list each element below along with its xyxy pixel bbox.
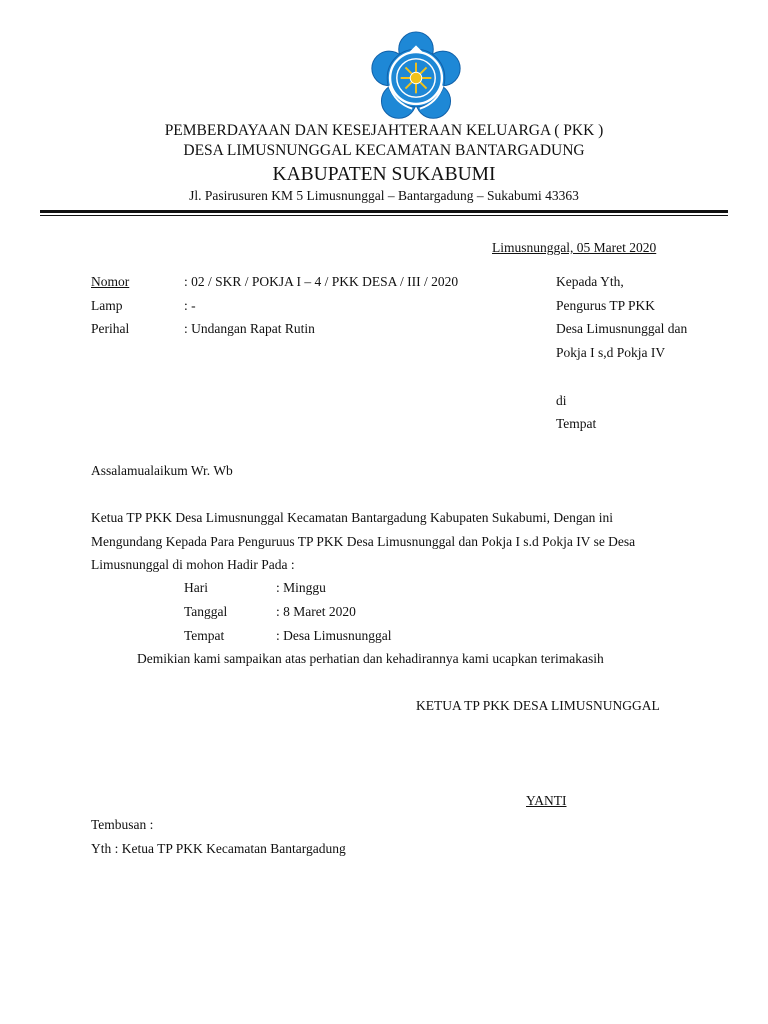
emblem-star-center xyxy=(410,72,422,84)
recipient-line-2: Pengurus TP PKK xyxy=(556,298,656,313)
tempat-label: Tempat xyxy=(184,628,225,643)
letterhead-divider-thick xyxy=(40,210,728,213)
hari-value: : Minggu xyxy=(276,580,326,595)
letterhead-regency: KABUPATEN SUKABUMI xyxy=(272,164,496,185)
tempat-value: : Desa Limusnunggal xyxy=(276,628,392,643)
perihal-value: : Undangan Rapat Rutin xyxy=(184,321,315,336)
cc-line-1: Yth : Ketua TP PKK Kecamatan Bantargadung xyxy=(91,841,346,856)
tanggal-value: : 8 Maret 2020 xyxy=(276,604,356,619)
lamp-value: : - xyxy=(184,298,196,313)
recipient-line-3: Desa Limusnunggal dan xyxy=(556,321,688,336)
letterhead-address: Jl. Pasirusuren KM 5 Limusnunggal – Bantargadung – Sukabumi 43363 xyxy=(189,188,579,203)
signature-name: YANTI xyxy=(526,793,567,808)
tanggal-label: Tanggal xyxy=(184,604,228,619)
greeting: Assalamualaikum Wr. Wb xyxy=(91,463,233,478)
kabupaten-sukabumi-emblem-icon xyxy=(368,30,464,126)
letterhead-village: DESA LIMUSNUNGGAL KECAMATAN BANTARGADUNG xyxy=(183,142,585,159)
body-line-2: Mengundang Kepada Para Penguruus TP PKK Desa Limusnunggal dan Pokja I s.d Pokja IV se Desa xyxy=(91,534,636,549)
nomor-label: Nomor xyxy=(91,274,130,289)
recipient-line-4: Pokja I s,d Pokja IV xyxy=(556,345,666,360)
recipient-line-5: di xyxy=(556,393,567,408)
lamp-label: Lamp xyxy=(91,298,123,313)
signature-title: KETUA TP PKK DESA LIMUSNUNGGAL xyxy=(416,698,660,713)
date-place: Limusnunggal, 05 Maret 2020 xyxy=(492,240,657,255)
letterhead-org-name: PEMBERDAYAAN DAN KESEJAHTERAAN KELUARGA ( PKK ) xyxy=(164,122,604,139)
recipient-line-6: Tempat xyxy=(556,416,597,431)
nomor-value: : 02 / SKR / POKJA I – 4 / PKK DESA / III / 2020 xyxy=(184,274,459,289)
hari-label: Hari xyxy=(184,580,208,595)
body-line-1: Ketua TP PKK Desa Limusnunggal Kecamatan Bantargadung Kabupaten Sukabumi, Dengan ini xyxy=(91,510,614,525)
cc-label: Tembusan : xyxy=(91,817,154,832)
recipient-line-1: Kepada Yth, xyxy=(556,274,624,289)
closing-sentence: Demikian kami sampaikan atas perhatian dan kehadirannya kami ucapkan terimakasih xyxy=(137,651,604,666)
letterhead-divider-thin xyxy=(40,215,728,216)
perihal-label: Perihal xyxy=(91,321,130,336)
body-line-3: Limusnunggal di mohon Hadir Pada : xyxy=(91,557,295,572)
